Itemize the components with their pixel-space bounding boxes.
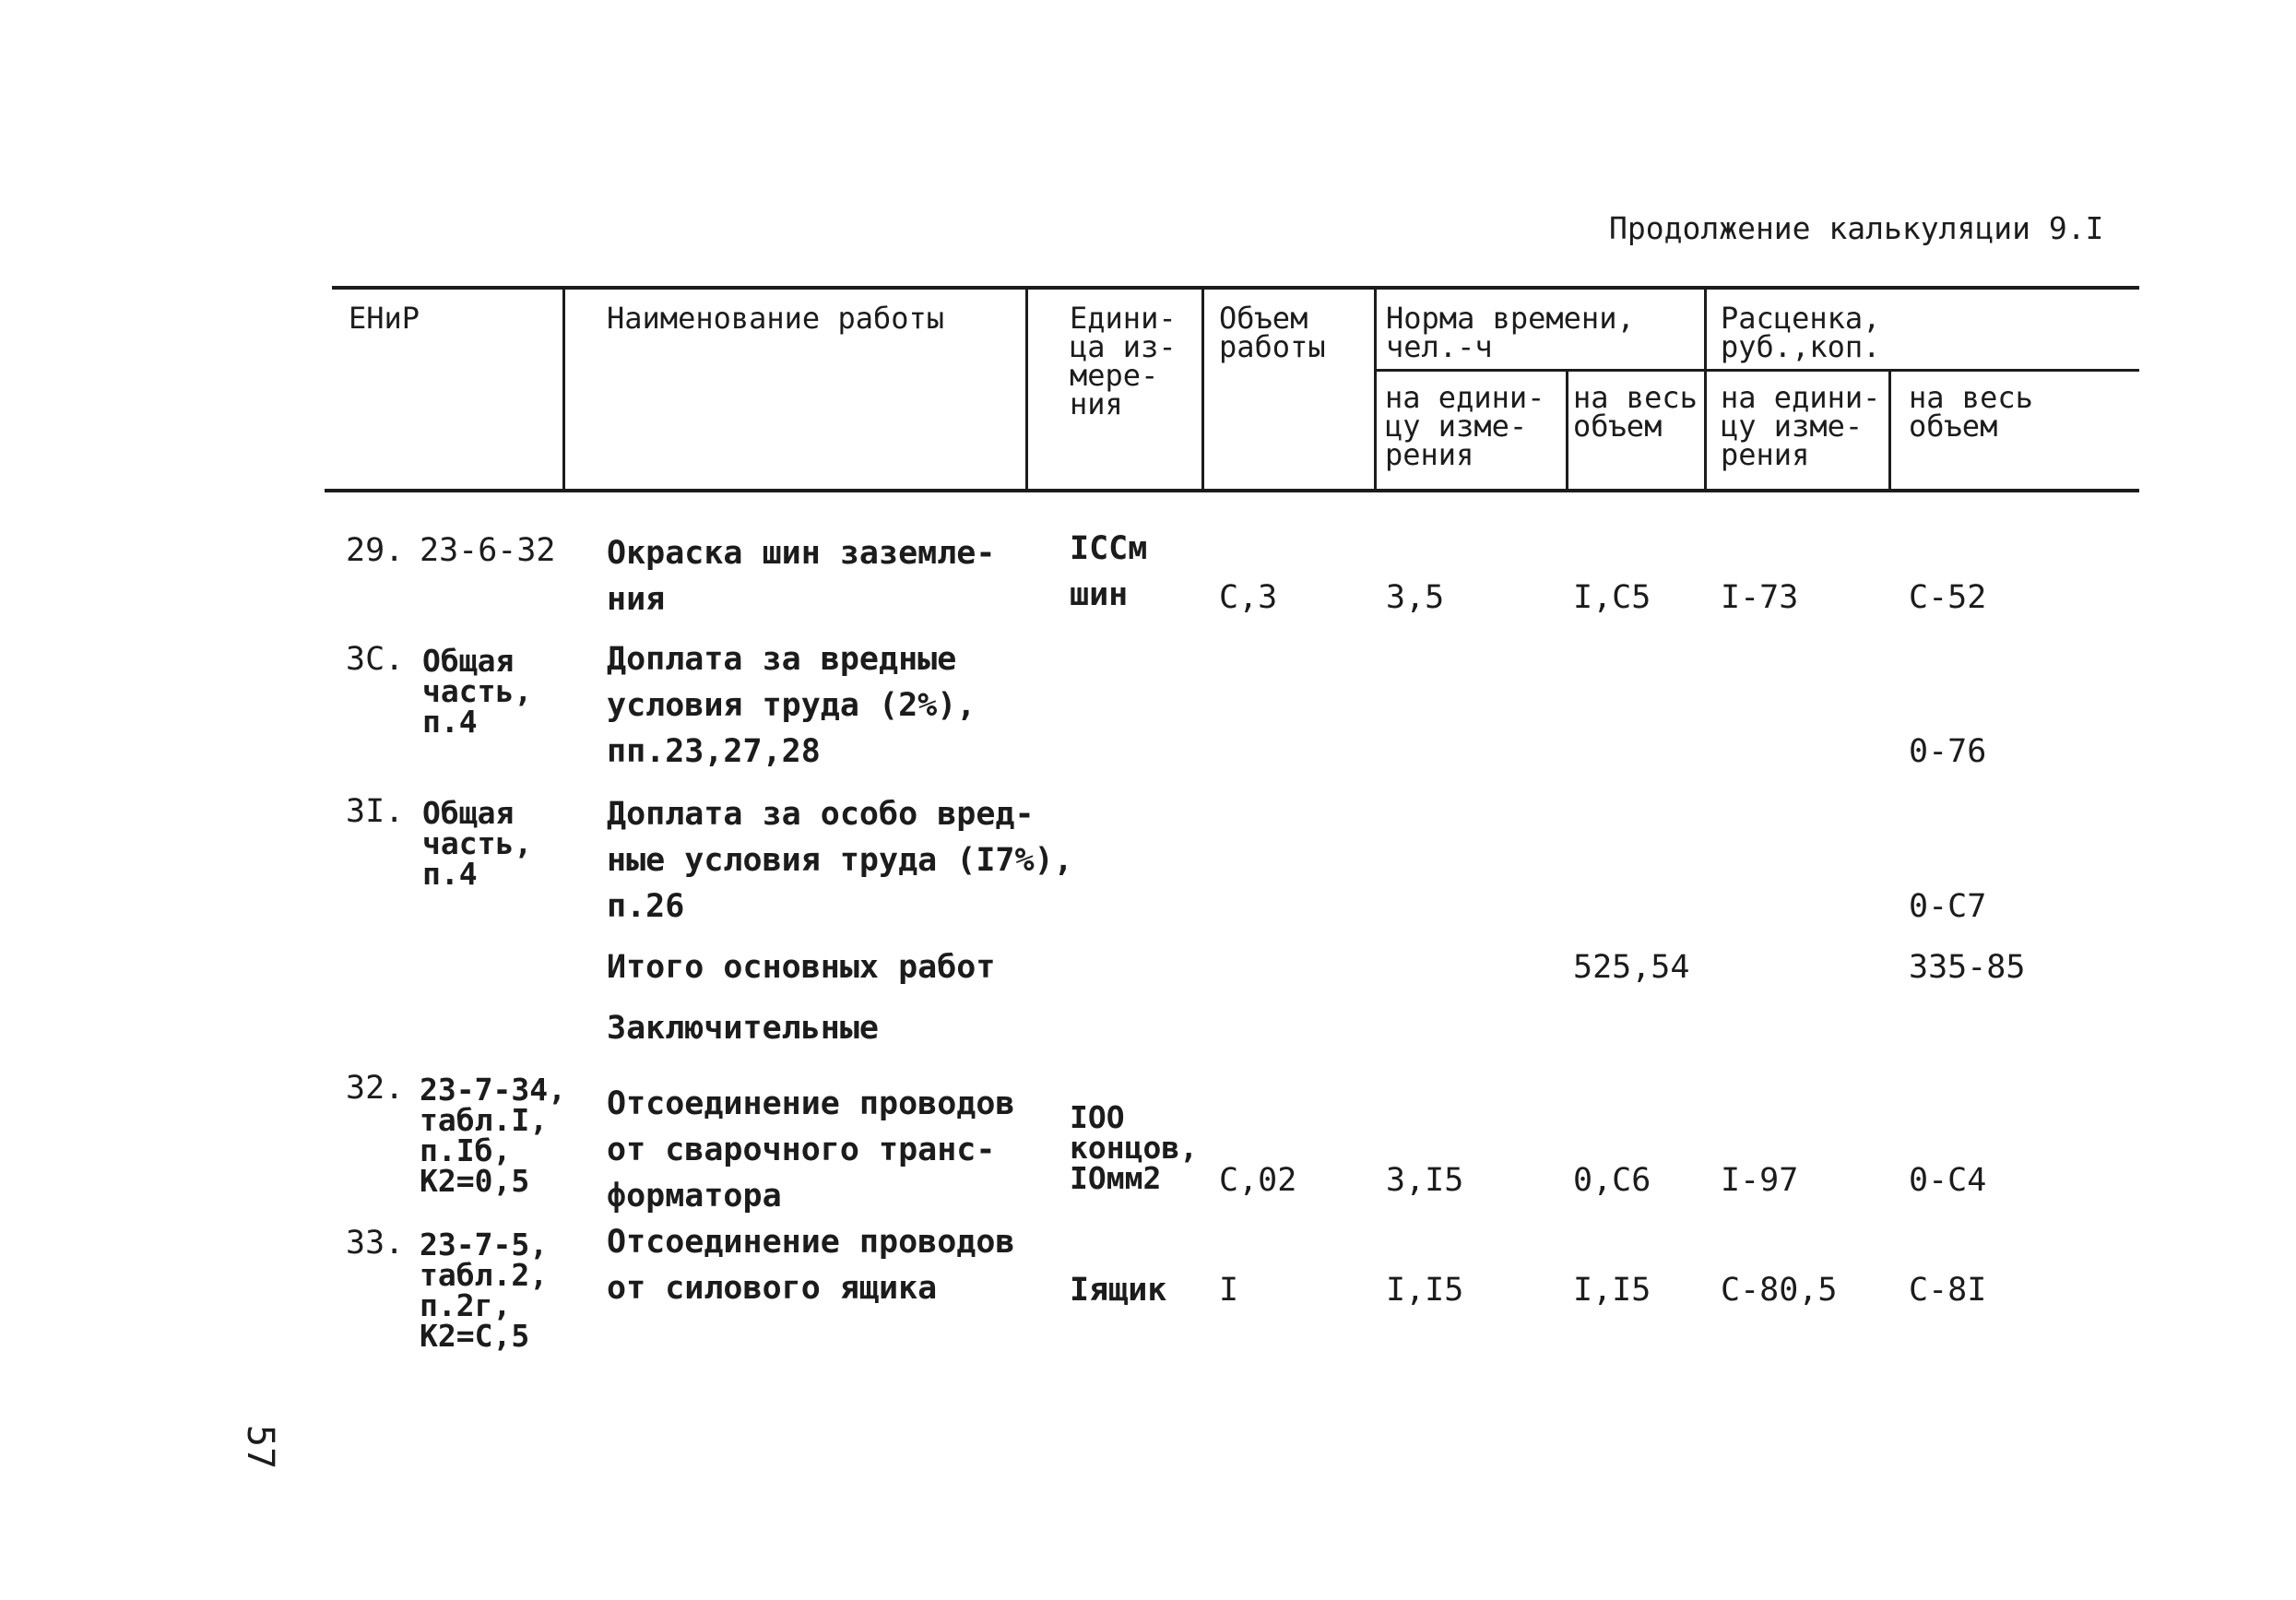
header-rate-unit: на едини- цу изме- рения xyxy=(1721,380,1881,472)
row-volume: I xyxy=(1219,1272,1239,1309)
row-rate-total: 0-C7 xyxy=(1909,888,1987,925)
row-norm-total: 0,C6 xyxy=(1573,1162,1651,1199)
row-enir: Общая часть, п.4 xyxy=(422,643,533,740)
caption: Продолжение калькуляции 9.I xyxy=(1609,210,2104,246)
total-label: Итого основных работ xyxy=(607,949,996,986)
section-title: Заключительные xyxy=(607,1010,880,1047)
row-rate-total: 0-C4 xyxy=(1909,1162,1987,1199)
row-enir: 23-7-5, табл.2, п.2г, К2=C,5 xyxy=(420,1227,549,1354)
row-rate-unit: I-73 xyxy=(1721,579,1799,616)
row-number: 3I. xyxy=(346,793,405,830)
row-number: 29. xyxy=(346,532,405,569)
header-unit: Едини- ца из- мере- ния xyxy=(1070,301,1177,421)
row-number: 32. xyxy=(346,1070,405,1107)
row-enir: 23-6-32 xyxy=(420,532,556,569)
row-volume: C,02 xyxy=(1219,1162,1297,1199)
total-rate: 335-85 xyxy=(1909,949,2026,986)
col-divider-6 xyxy=(1704,288,1707,491)
row-rate-unit: I-97 xyxy=(1721,1162,1799,1199)
header-sub-rule xyxy=(1374,369,2139,372)
header-enir: ЕНиР xyxy=(349,301,420,336)
row-norm-total: I,I5 xyxy=(1573,1272,1651,1309)
row-number: 3C. xyxy=(346,641,405,678)
col-divider-7 xyxy=(1888,371,1891,491)
row-norm-unit: I,I5 xyxy=(1386,1272,1464,1309)
row-unit: IOO концов, IOмм2 xyxy=(1070,1099,1199,1196)
row-norm-total: I,C5 xyxy=(1573,579,1651,616)
row-norm-unit: 3,I5 xyxy=(1386,1162,1464,1199)
row-work-name: Окраска шин заземле- ния xyxy=(607,535,996,618)
page-number: 57 xyxy=(239,1425,281,1470)
row-volume: C,3 xyxy=(1219,579,1278,616)
row-rate-total: C-52 xyxy=(1909,579,1987,616)
table-top-rule xyxy=(332,286,2139,290)
col-divider-4 xyxy=(1374,288,1377,491)
header-norm-total: на весь объем xyxy=(1573,380,1698,444)
row-rate-unit: C-80,5 xyxy=(1721,1272,1838,1309)
row-work-name: Доплата за особо вред- ные условия труда (I7%), п.26 xyxy=(607,796,1073,925)
row-work-name: Доплата за вредные условия труда (2%), пп.23,27,28 xyxy=(607,641,976,770)
header-name: Наименование работы xyxy=(607,301,945,336)
col-divider-2 xyxy=(1025,288,1028,491)
row-rate-total: C-8I xyxy=(1909,1272,1987,1309)
header-norm-unit: на едини- цу изме- рения xyxy=(1385,380,1545,472)
header-rate: Расценка, руб.,коп. xyxy=(1721,301,1881,364)
row-work-name: Отсоединение проводов от сварочного транс- форматора xyxy=(607,1085,1015,1215)
row-unit: Iящик xyxy=(1070,1272,1167,1309)
row-number: 33. xyxy=(346,1225,405,1262)
header-bottom-rule xyxy=(325,489,2139,492)
header-rate-total: на весь объем xyxy=(1909,380,2033,444)
row-enir: Общая часть, п.4 xyxy=(422,795,533,892)
header-volume: Объем работы xyxy=(1219,301,1326,364)
row-enir: 23-7-34, табл.I, п.Iб, К2=0,5 xyxy=(420,1072,566,1199)
header-norm: Норма времени, чел.-ч xyxy=(1386,301,1635,364)
row-norm-unit: 3,5 xyxy=(1386,579,1445,616)
row-unit: ICCм шин xyxy=(1070,530,1148,613)
col-divider-3 xyxy=(1201,288,1204,491)
row-rate-total: 0-76 xyxy=(1909,733,1987,770)
col-divider-1 xyxy=(562,288,565,491)
col-divider-5 xyxy=(1566,371,1568,491)
row-work-name: Отсоединение проводов от силового ящика xyxy=(607,1224,1015,1307)
total-norm: 525,54 xyxy=(1573,949,1690,986)
